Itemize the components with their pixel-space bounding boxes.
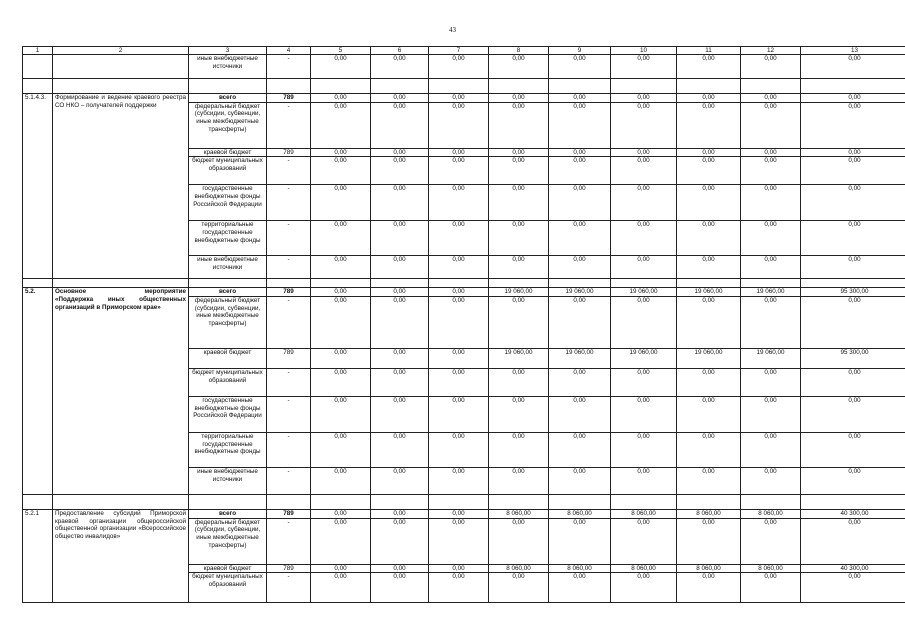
- value-cell: 0,00: [801, 157, 905, 185]
- value-cell: 0,00: [801, 94, 905, 103]
- funding-source-cell: территориальные государственные внебюджетные фонды: [189, 433, 267, 468]
- code-cell: -: [267, 157, 311, 185]
- value-cell: 8 060,00: [611, 564, 677, 573]
- value-cell: 0,00: [549, 185, 611, 221]
- code-cell: -: [267, 433, 311, 468]
- code-cell: 789: [267, 148, 311, 157]
- funding-source-cell: всего: [189, 510, 267, 519]
- value-cell: 0,00: [677, 468, 741, 495]
- spacer-row: [23, 79, 905, 94]
- value-cell: 0,00: [801, 397, 905, 433]
- value-cell: 0,00: [549, 102, 611, 148]
- value-cell: 0,00: [549, 94, 611, 103]
- value-cell: 0,00: [801, 518, 905, 564]
- value-cell: 0,00: [489, 157, 549, 185]
- value-cell: 0,00: [429, 185, 489, 221]
- value-cell: 0,00: [611, 468, 677, 495]
- value-cell: 0,00: [801, 573, 905, 603]
- value-cell: 0,00: [677, 256, 741, 279]
- value-cell: 0,00: [429, 157, 489, 185]
- value-cell: 0,00: [311, 256, 371, 279]
- code-cell: -: [267, 55, 311, 79]
- value-cell: 0,00: [429, 148, 489, 157]
- value-cell: 0,00: [489, 573, 549, 603]
- value-cell: 0,00: [549, 55, 611, 79]
- value-cell: 0,00: [371, 573, 429, 603]
- funding-source-cell: федеральный бюджет (субсидии, субвенции, иные межбюджетные трансферты): [189, 297, 267, 349]
- value-cell: 0,00: [677, 297, 741, 349]
- value-cell: 0,00: [549, 433, 611, 468]
- value-cell: 19 060,00: [489, 288, 549, 297]
- value-cell: 0,00: [741, 102, 801, 148]
- value-cell: 19 060,00: [549, 288, 611, 297]
- value-cell: 0,00: [549, 221, 611, 256]
- value-cell: 0,00: [741, 573, 801, 603]
- page-number: 43: [449, 26, 456, 34]
- value-cell: 0,00: [677, 369, 741, 397]
- budget-table: [22, 46, 905, 603]
- code-cell: 789: [267, 564, 311, 573]
- value-cell: 0,00: [677, 185, 741, 221]
- code-cell: -: [267, 518, 311, 564]
- item-title-cell: [53, 288, 189, 495]
- value-cell: 0,00: [311, 349, 371, 369]
- value-cell: 8 060,00: [677, 564, 741, 573]
- value-cell: 0,00: [549, 148, 611, 157]
- value-cell: 0,00: [429, 433, 489, 468]
- value-cell: 8 060,00: [489, 510, 549, 519]
- value-cell: 0,00: [741, 256, 801, 279]
- header-cell: 13: [801, 47, 905, 55]
- value-cell: 0,00: [611, 397, 677, 433]
- value-cell: 0,00: [549, 518, 611, 564]
- value-cell: 0,00: [677, 55, 741, 79]
- table-row: [23, 510, 905, 519]
- value-cell: 0,00: [677, 518, 741, 564]
- header-cell: 12: [741, 47, 801, 55]
- value-cell: 19 060,00: [677, 288, 741, 297]
- value-cell: 0,00: [311, 573, 371, 603]
- value-cell: 0,00: [311, 55, 371, 79]
- value-cell: 0,00: [677, 433, 741, 468]
- value-cell: 0,00: [741, 94, 801, 103]
- value-cell: 19 060,00: [489, 349, 549, 369]
- value-cell: 0,00: [611, 433, 677, 468]
- item-title-text: Предоставление субсидий Приморской краевой организации общероссийской общественной организации «Всероссийское общество инвалидов»: [55, 510, 186, 541]
- value-cell: 0,00: [611, 55, 677, 79]
- header-cell: 5: [311, 47, 371, 55]
- item-title-cell: [53, 510, 189, 603]
- funding-source-cell: иные внебюджетные источники: [189, 55, 267, 79]
- value-cell: 0,00: [611, 157, 677, 185]
- header-cell: 3: [189, 47, 267, 55]
- value-cell: 0,00: [429, 256, 489, 279]
- value-cell: 0,00: [371, 157, 429, 185]
- value-cell: 0,00: [489, 102, 549, 148]
- value-cell: 0,00: [489, 518, 549, 564]
- value-cell: 0,00: [429, 55, 489, 79]
- value-cell: 0,00: [489, 221, 549, 256]
- value-cell: 0,00: [429, 518, 489, 564]
- value-cell: 0,00: [549, 397, 611, 433]
- item-number-cell: 5.1.4.3.: [23, 94, 53, 279]
- value-cell: 0,00: [311, 221, 371, 256]
- code-cell: -: [267, 256, 311, 279]
- value-cell: 0,00: [741, 55, 801, 79]
- value-cell: 0,00: [489, 148, 549, 157]
- value-cell: 0,00: [489, 256, 549, 279]
- code-cell: 789: [267, 349, 311, 369]
- funding-source-cell: всего: [189, 288, 267, 297]
- value-cell: 0,00: [489, 397, 549, 433]
- value-cell: 19 060,00: [741, 349, 801, 369]
- value-cell: 0,00: [611, 256, 677, 279]
- value-cell: 0,00: [489, 468, 549, 495]
- value-cell: 95 300,00: [801, 349, 905, 369]
- value-cell: 0,00: [429, 349, 489, 369]
- code-cell: -: [267, 221, 311, 256]
- value-cell: 0,00: [311, 510, 371, 519]
- funding-source-cell: краевой бюджет: [189, 349, 267, 369]
- value-cell: 0,00: [801, 221, 905, 256]
- value-cell: 0,00: [741, 148, 801, 157]
- value-cell: 0,00: [489, 433, 549, 468]
- value-cell: 0,00: [611, 221, 677, 256]
- value-cell: 8 060,00: [611, 510, 677, 519]
- value-cell: 0,00: [311, 397, 371, 433]
- value-cell: 0,00: [741, 468, 801, 495]
- value-cell: 0,00: [311, 157, 371, 185]
- value-cell: 8 060,00: [677, 510, 741, 519]
- value-cell: 0,00: [371, 397, 429, 433]
- table-row: [23, 55, 905, 79]
- value-cell: 0,00: [801, 468, 905, 495]
- value-cell: 0,00: [677, 102, 741, 148]
- code-cell: 789: [267, 510, 311, 519]
- value-cell: 0,00: [489, 94, 549, 103]
- item-title-part: Основное: [55, 288, 87, 296]
- value-cell: 0,00: [741, 185, 801, 221]
- value-cell: 8 060,00: [489, 564, 549, 573]
- funding-source-cell: территориальные государственные внебюджетные фонды: [189, 221, 267, 256]
- value-cell: 0,00: [371, 55, 429, 79]
- funding-source-cell: федеральный бюджет (субсидии, субвенции, иные межбюджетные трансферты): [189, 518, 267, 564]
- value-cell: 0,00: [611, 369, 677, 397]
- value-cell: 0,00: [311, 369, 371, 397]
- item-title-cell: [53, 94, 189, 279]
- value-cell: 0,00: [741, 518, 801, 564]
- value-cell: 0,00: [677, 397, 741, 433]
- value-cell: 0,00: [677, 148, 741, 157]
- funding-source-cell: государственные внебюджетные фонды Российской Федерации: [189, 185, 267, 221]
- value-cell: 0,00: [801, 256, 905, 279]
- value-cell: 8 060,00: [549, 564, 611, 573]
- value-cell: 40 300,00: [801, 510, 905, 519]
- code-cell: -: [267, 468, 311, 495]
- table-row: [23, 288, 905, 297]
- value-cell: 0,00: [371, 518, 429, 564]
- value-cell: 0,00: [371, 288, 429, 297]
- funding-source-cell: краевой бюджет: [189, 564, 267, 573]
- value-cell: 0,00: [741, 297, 801, 349]
- value-cell: 0,00: [371, 185, 429, 221]
- code-cell: -: [267, 369, 311, 397]
- value-cell: 0,00: [371, 102, 429, 148]
- code-cell: 789: [267, 288, 311, 297]
- item-title-part: «Поддержка иных общественных организаций в Приморском крае»: [55, 296, 186, 311]
- spacer-row: [23, 495, 905, 510]
- funding-source-cell: иные внебюджетные источники: [189, 256, 267, 279]
- value-cell: 0,00: [549, 297, 611, 349]
- value-cell: 0,00: [741, 369, 801, 397]
- funding-source-cell: бюджет муниципальных образований: [189, 157, 267, 185]
- code-cell: -: [267, 573, 311, 603]
- value-cell: 0,00: [371, 94, 429, 103]
- header-row: [23, 47, 905, 55]
- value-cell: 0,00: [429, 564, 489, 573]
- value-cell: 0,00: [311, 468, 371, 495]
- value-cell: 0,00: [371, 349, 429, 369]
- value-cell: 0,00: [677, 94, 741, 103]
- funding-source-cell: краевой бюджет: [189, 148, 267, 157]
- value-cell: 0,00: [741, 397, 801, 433]
- value-cell: 0,00: [429, 102, 489, 148]
- value-cell: 0,00: [489, 55, 549, 79]
- header-cell: 1: [23, 47, 53, 55]
- value-cell: 0,00: [801, 297, 905, 349]
- value-cell: 0,00: [311, 433, 371, 468]
- item-number-cell: 5.2.1: [23, 510, 53, 603]
- code-cell: -: [267, 185, 311, 221]
- value-cell: 0,00: [801, 148, 905, 157]
- value-cell: 40 300,00: [801, 564, 905, 573]
- value-cell: 0,00: [311, 564, 371, 573]
- value-cell: 19 060,00: [611, 288, 677, 297]
- header-cell: 4: [267, 47, 311, 55]
- header-cell: 9: [549, 47, 611, 55]
- value-cell: 0,00: [677, 221, 741, 256]
- value-cell: 0,00: [801, 102, 905, 148]
- value-cell: 0,00: [311, 288, 371, 297]
- value-cell: 0,00: [311, 518, 371, 564]
- value-cell: 0,00: [429, 369, 489, 397]
- value-cell: 0,00: [741, 157, 801, 185]
- value-cell: 0,00: [311, 148, 371, 157]
- value-cell: 19 060,00: [741, 288, 801, 297]
- value-cell: 19 060,00: [677, 349, 741, 369]
- value-cell: 0,00: [489, 369, 549, 397]
- value-cell: 0,00: [311, 185, 371, 221]
- header-cell: 2: [53, 47, 189, 55]
- value-cell: 95 300,00: [801, 288, 905, 297]
- header-cell: 11: [677, 47, 741, 55]
- value-cell: 0,00: [371, 148, 429, 157]
- value-cell: 0,00: [801, 433, 905, 468]
- value-cell: 0,00: [611, 148, 677, 157]
- header-cell: 6: [371, 47, 429, 55]
- value-cell: 8 060,00: [549, 510, 611, 519]
- value-cell: 0,00: [489, 297, 549, 349]
- header-cell: 7: [429, 47, 489, 55]
- funding-source-cell: бюджет муниципальных образований: [189, 573, 267, 603]
- value-cell: 0,00: [429, 468, 489, 495]
- code-cell: -: [267, 397, 311, 433]
- value-cell: 0,00: [371, 297, 429, 349]
- value-cell: 0,00: [549, 573, 611, 603]
- spacer-row: [23, 279, 905, 288]
- funding-source-cell: федеральный бюджет (субсидии, субвенции, иные межбюджетные трансферты): [189, 102, 267, 148]
- value-cell: 0,00: [549, 468, 611, 495]
- value-cell: 0,00: [489, 185, 549, 221]
- value-cell: 0,00: [549, 369, 611, 397]
- value-cell: 0,00: [677, 573, 741, 603]
- funding-source-cell: иные внебюджетные источники: [189, 468, 267, 495]
- value-cell: 0,00: [371, 221, 429, 256]
- value-cell: 19 060,00: [549, 349, 611, 369]
- value-cell: 0,00: [371, 468, 429, 495]
- funding-source-cell: государственные внебюджетные фонды Российской Федерации: [189, 397, 267, 433]
- value-cell: 0,00: [549, 256, 611, 279]
- value-cell: 0,00: [611, 185, 677, 221]
- value-cell: 0,00: [801, 55, 905, 79]
- value-cell: 0,00: [611, 102, 677, 148]
- value-cell: 0,00: [741, 433, 801, 468]
- item-title-part: мероприятие: [144, 288, 186, 296]
- code-cell: -: [267, 297, 311, 349]
- value-cell: 0,00: [611, 518, 677, 564]
- header-cell: 10: [611, 47, 677, 55]
- value-cell: 0,00: [371, 369, 429, 397]
- value-cell: 0,00: [549, 157, 611, 185]
- value-cell: 0,00: [371, 564, 429, 573]
- value-cell: 0,00: [371, 256, 429, 279]
- item-number-cell: 5.2.: [23, 288, 53, 495]
- value-cell: 0,00: [311, 102, 371, 148]
- value-cell: 0,00: [611, 297, 677, 349]
- value-cell: 0,00: [371, 433, 429, 468]
- value-cell: 19 060,00: [611, 349, 677, 369]
- value-cell: 0,00: [801, 369, 905, 397]
- value-cell: 0,00: [311, 297, 371, 349]
- value-cell: 0,00: [371, 510, 429, 519]
- value-cell: 0,00: [311, 94, 371, 103]
- value-cell: 8 060,00: [741, 510, 801, 519]
- value-cell: 0,00: [611, 573, 677, 603]
- value-cell: 0,00: [429, 573, 489, 603]
- funding-source-cell: всего: [189, 94, 267, 103]
- value-cell: 0,00: [429, 221, 489, 256]
- value-cell: 0,00: [611, 94, 677, 103]
- table-row: [23, 94, 905, 103]
- code-cell: -: [267, 102, 311, 148]
- value-cell: 0,00: [429, 510, 489, 519]
- value-cell: 0,00: [801, 185, 905, 221]
- item-title-text: Формирование и ведение краевого реестра СО НКО – получателей поддержки: [55, 94, 186, 109]
- funding-source-cell: бюджет муниципальных образований: [189, 369, 267, 397]
- value-cell: 0,00: [429, 94, 489, 103]
- item-number-cell: [23, 55, 53, 79]
- code-cell: 789: [267, 94, 311, 103]
- value-cell: 0,00: [677, 157, 741, 185]
- value-cell: 0,00: [429, 288, 489, 297]
- header-cell: 8: [489, 47, 549, 55]
- value-cell: 0,00: [429, 297, 489, 349]
- value-cell: 8 060,00: [741, 564, 801, 573]
- value-cell: 0,00: [429, 397, 489, 433]
- value-cell: 0,00: [741, 221, 801, 256]
- item-title-cell: [53, 55, 189, 79]
